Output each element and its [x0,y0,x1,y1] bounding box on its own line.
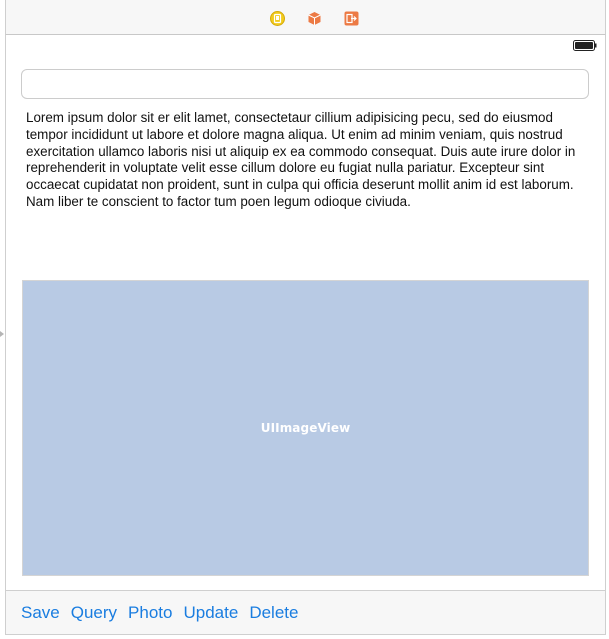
view-controller-icon[interactable] [270,11,285,26]
save-button[interactable]: Save [21,602,60,622]
exit-icon[interactable] [344,11,359,26]
scene-dock [5,0,606,35]
photo-button[interactable]: Photo [128,602,173,622]
body-text-view: Lorem ipsum dolor sit er elit lamet, consectetaur cillium adipisicing pecu, sed do eiusmod tempor incididunt ut labore et dolore magna aliqua. Ut enim ad minim veniam, quis nostrud exercitation ullamco laboris nisi ut aliquip ex ea commodo consequat. Duis aute irure dolor in reprehenderit in voluptate velit esse cillum dolore eu fugiat nulla pariatur. Excepteur sint occaecat cupidatat non proident, sunt in culpa qui officia deserunt mollit anim id est laborum. Nam liber te conscient to factor tum poen legum odioque civiuda. [26,110,576,209]
image-view [22,280,589,576]
toolbar [6,590,605,634]
image-view-label: UIImageView [260,421,351,435]
iphone-view [5,35,606,635]
query-button[interactable]: Query [70,602,118,622]
delete-button[interactable]: Delete [249,602,299,622]
text-field[interactable] [21,69,589,99]
update-button[interactable]: Update [183,602,239,622]
first-responder-icon[interactable] [307,11,322,26]
battery-icon [573,40,597,51]
scene-entry-arrow-icon [0,331,4,337]
